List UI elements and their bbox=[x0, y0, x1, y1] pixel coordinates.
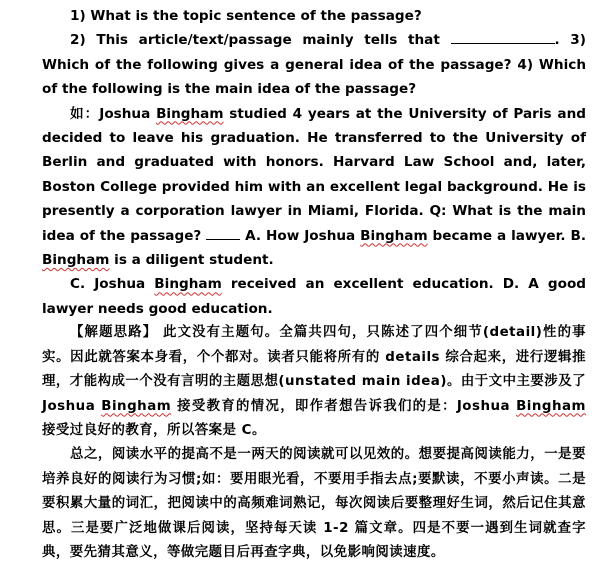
option-a-suffix: became a lawyer. B. bbox=[427, 227, 586, 244]
options-c-d bbox=[42, 272, 586, 321]
summary-paragraph: 总之，阅读水平的提高不是一两天的阅读就可以见效的。想要提高阅读能力，一是要培养良好的阅读行为习惯;如：要用眼光看，不要用手指去点;要默读，不要小声读。二是要积累大量的词汇，把阅读中的高频难词熟记，每次阅读后要整理好生词，然后记住其意思。三是要广泛地做课后阅读，坚持每天读 1-2 篇文章。四是不要一遇到生词就查字典，要先猜其意义，等做完题目后再查字典，以免影响阅读速度。 bbox=[42, 447, 586, 560]
name-bingham: Bingham bbox=[516, 398, 586, 414]
question-3-4-text: . 3) Which of the following gives a general idea of the passage? 4) Which of the following is the main idea of the passage? bbox=[42, 32, 586, 98]
analysis-paragraph bbox=[42, 321, 586, 443]
analysis-pre: 【解题思路】 此文没有主题句。全篇共四句，只陈述了四个细节(detail)性的事实。因此就答案本身看，个个都对。读者只能将所有的 details 综合起来，进行逻辑推理，才能构成一个没有言明的主题思想(unstated main idea)。由于文中主要涉及了 Joshua bbox=[42, 325, 586, 414]
answer-blank bbox=[451, 29, 555, 44]
question-2-4 bbox=[42, 28, 586, 101]
example-body: studied 4 years at the University of Paris and decided to leave his graduation. He transferred to the University of Berlin and graduated with honors. Harvard Law School and, later, Boston College provided him with an excellent legal background. He is presently a corporation lawyer in Miami, Florida. Q: What is the main idea of the passage? bbox=[42, 105, 586, 244]
name-bingham: Bingham bbox=[101, 398, 172, 414]
name-bingham: Bingham bbox=[360, 227, 428, 244]
name-bingham: Bingham bbox=[42, 252, 110, 269]
name-bingham: Bingham bbox=[154, 276, 222, 293]
question-1: 1) What is the topic sentence of the passage? bbox=[70, 8, 422, 24]
answer-blank-short bbox=[206, 225, 240, 240]
analysis-mid: 接受教育的情况，即作者想告诉我们的是：Joshua bbox=[171, 398, 517, 414]
analysis-post: 接受过良好的教育，所以答案是 C。 bbox=[42, 422, 266, 438]
option-c-d-text: received an excellent education. D. A good lawyer needs good education. bbox=[42, 276, 587, 317]
question-2-text: 2) This article/text/passage mainly tells that bbox=[70, 32, 451, 49]
example-passage bbox=[42, 102, 586, 273]
option-c-prefix: C. Joshua bbox=[70, 276, 155, 293]
name-bingham: Bingham bbox=[156, 105, 224, 122]
option-b-suffix: is a diligent student. bbox=[109, 252, 274, 269]
option-a-prefix: A. How Joshua bbox=[240, 227, 361, 244]
example-prefix: 如：Joshua bbox=[70, 105, 157, 122]
